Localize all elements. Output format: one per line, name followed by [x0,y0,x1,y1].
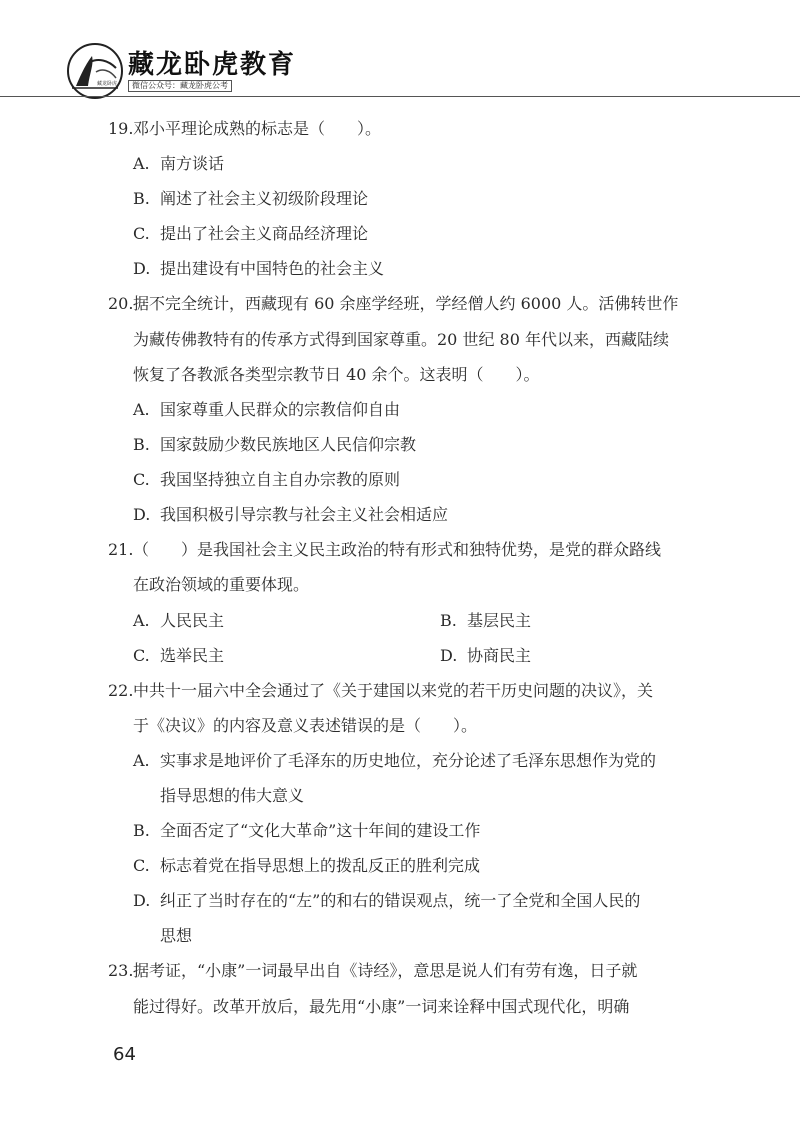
option-label: A. [133,400,150,419]
option-label: B. [440,611,457,630]
question-stem: 中共十一届六中全会通过了《关于建国以来党的若干历史问题的决议》，关 [133,681,654,700]
question-number: 19. [108,119,134,138]
dragon-tiger-logo-icon [66,42,124,100]
option-text: 南方谈话 [160,154,225,173]
option-text: 国家尊重人民群众的宗教信仰自由 [160,400,401,419]
option-text: 我国积极引导宗教与社会主义社会相适应 [160,505,449,524]
option-text: 标志着党在指导思想上的拨乱反正的胜利完成 [160,856,481,875]
option-label: B. [133,189,150,208]
option-text: 全面否定了“文化大革命”这十年间的建设工作 [160,821,481,840]
question-stem: 邓小平理论成熟的标志是（ ）。 [133,119,382,138]
option-text: 人民民主 [160,611,225,630]
page-number: 64 [113,1044,136,1065]
option-label: D. [133,259,151,278]
question-stem: 恢复了各教派各类型宗教节日 40 余个。这表明（ ）。 [133,365,540,384]
question-stem: 能过得好。改革开放后，最先用“小康”一词来诠释中国式现代化，明确 [133,997,630,1016]
option-label: D. [440,646,458,665]
option-label: B. [133,435,150,454]
page-header [0,0,800,100]
option-text: 纠正了当时存在的“左”的和右的错误观点，统一了全党和全国人民的 [160,891,641,910]
option-text: 协商民主 [467,646,532,665]
question-number: 21. [108,540,134,559]
option-label: C. [133,470,150,489]
question-number: 20. [108,294,134,313]
question-stem: （ ）是我国社会主义民主政治的特有形式和独特优势，是党的群众路线 [133,540,662,559]
option-label: B. [133,821,150,840]
option-text: 基层民主 [467,611,532,630]
option-text: 实事求是地评价了毛泽东的历史地位，充分论述了毛泽东思想作为党的 [160,751,657,770]
question-stem: 在政治领域的重要体现。 [133,575,310,594]
header-divider [0,96,800,97]
question-stem: 为藏传佛教特有的传承方式得到国家尊重。20 世纪 80 年代以来，西藏陆续 [133,330,669,349]
question-stem: 据考证，“小康”一词最早出自《诗经》，意思是说人们有劳有逸，日子就 [133,961,638,980]
brand-subtitle: 微信公众号：藏龙卧虎公考 [128,80,232,92]
question-stem: 于《决议》的内容及意义表述错误的是（ ）。 [133,716,478,735]
option-text: 提出建设有中国特色的社会主义 [160,259,385,278]
option-label: A. [133,611,150,630]
question-number: 22. [108,681,134,700]
option-text: 指导思想的伟大意义 [160,786,305,805]
option-text: 思想 [160,926,193,945]
option-label: C. [133,224,150,243]
option-text: 我国坚持独立自主自办宗教的原则 [160,470,401,489]
option-text: 提出了社会主义商品经济理论 [160,224,369,243]
brand-title: 藏龙卧虎教育 [128,50,297,80]
option-label: A. [133,154,150,173]
option-label: C. [133,856,150,875]
option-text: 选举民主 [160,646,225,665]
question-stem: 据不完全统计，西藏现有 60 余座学经班，学经僧人约 6000 人。活佛转世作 [133,294,679,313]
svg-text:藏龙卧虎: 藏龙卧虎 [96,81,118,87]
option-text: 阐述了社会主义初级阶段理论 [160,189,369,208]
option-label: D. [133,891,151,910]
option-label: C. [133,646,150,665]
option-label: A. [133,751,150,770]
question-number: 23. [108,961,134,980]
option-label: D. [133,505,151,524]
option-text: 国家鼓励少数民族地区人民信仰宗教 [160,435,417,454]
